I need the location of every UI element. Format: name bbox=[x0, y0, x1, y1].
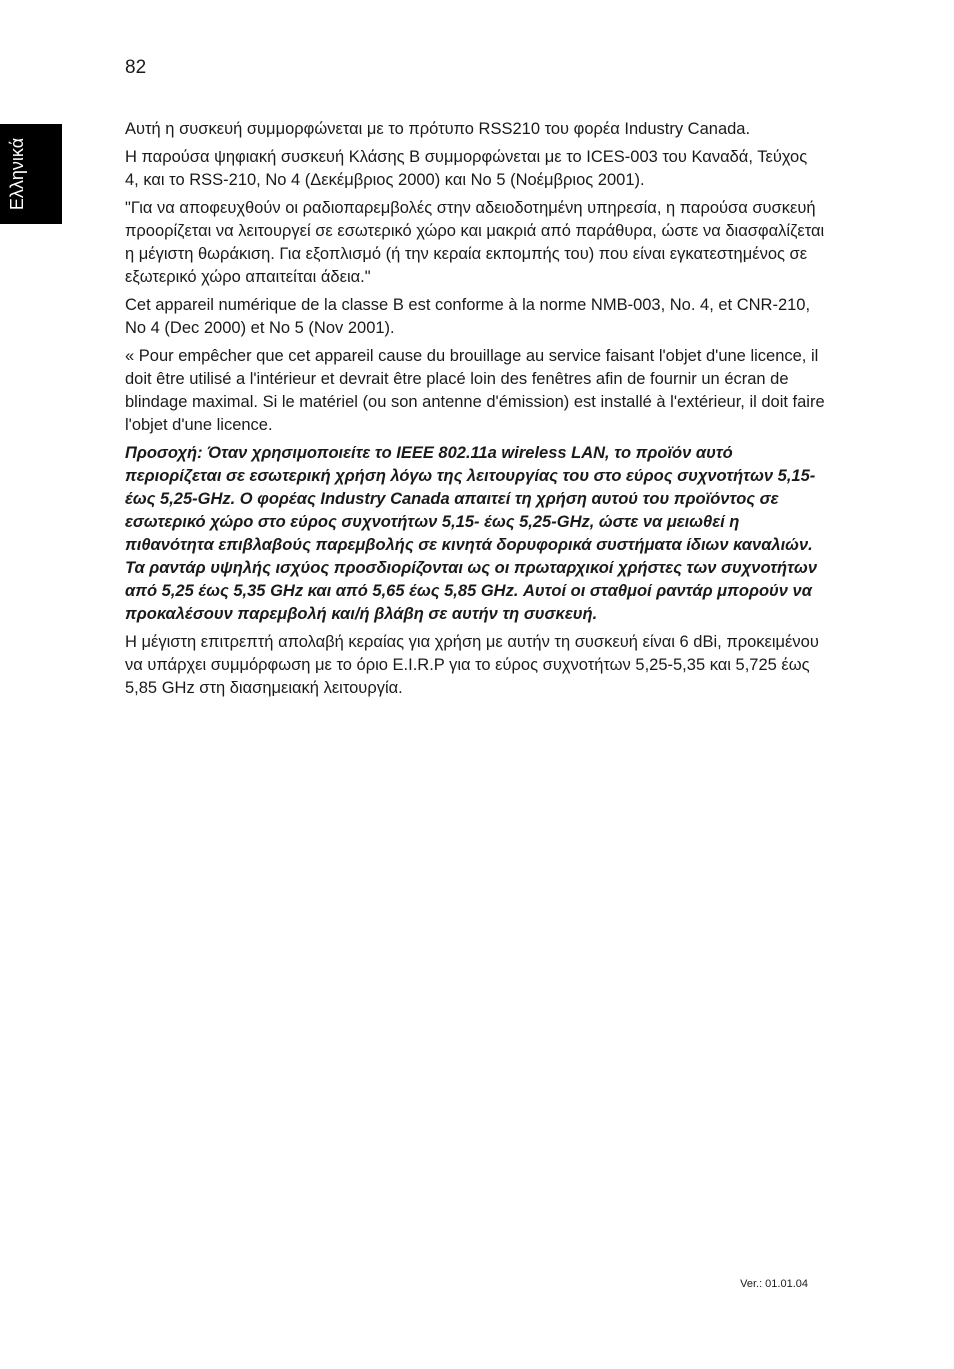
paragraph-antenna-gain: Η μέγιστη επιτρεπτή απολαβή κεραίας για χρήση με αυτήν τη συσκευή είναι 6 dBi, προκειμένου να υπάρχει συμμόρφωση με το όριο E.I.R.P για το εύρος συχνοτήτων 5,25-5,35 και 5,725 έως 5,85 GHz στη διασημειακή λειτουργία. bbox=[125, 633, 819, 697]
warning-paragraph: Προσοχή: Όταν χρησιμοποιείτε το IEEE 802.11a wireless LAN, το προϊόν αυτό περιορίζεται σε εσωτερική χρήση λόγω της λειτουργίας του στο εύρος συχνοτήτων 5,15- έως 5,25-GHz. Ο φορέας Industry Canada απαιτεί τη χρήση αυτού του προϊόντος σε εσωτερικό χώρο στο εύρος συχνοτήτων 5,15- έως 5,25-GHz, ώστε να μειωθεί η πιθανότητα επιβλαβούς παρεμβολής σε κινητά δορυφορικά συστήματα ίδιων καναλιών. Τα ραντάρ υψηλής ισχύος προσδιορίζονται ως οι πρωταρχικοί χρήστες των συχνοτήτων από 5,25 έως 5,35 GHz και από 5,65 έως 5,85 GHz. Αυτοί οι σταθμοί ραντάρ μπορούν να προκαλέσουν παρεμβολή και/ή βλάβη σε αυτήν τη συσκευή. bbox=[125, 444, 817, 623]
language-side-tab-label: Ελληνικά bbox=[7, 137, 27, 211]
version-label: Ver.: 01.01.04 bbox=[740, 1278, 808, 1290]
paragraph-interference-french: « Pour empêcher que cet appareil cause du brouillage au service faisant l'objet d'une licence, il doit être utilisé a l'intérieur et devrait être placé loin des fenêtres afin de fournir un écran de blindage maximal. Si le matériel (ou son antenne d'émission) est installé à l'extérieur, il doit faire l'objet d'une licence. bbox=[125, 347, 825, 434]
page-number: 82 bbox=[125, 57, 147, 78]
document-body bbox=[125, 118, 825, 705]
paragraph-rss210: Αυτή η συσκευή συμμορφώνεται με το πρότυπο RSS210 του φορέα Industry Canada. bbox=[125, 120, 751, 138]
paragraph-interference-greek: "Για να αποφευχθούν οι ραδιοπαρεμβολές στην αδειοδοτημένη υπηρεσία, η παρούσα συσκευή προορίζεται να λειτουργεί σε εσωτερικό χώρο και μακριά από παράθυρα, ώστε να διασφαλίζεται η μέγιστη θωράκιση. Για εξοπλισμό (ή την κεραία εκπομπής του) που είναι εγκατεστημένος σε εξωτερικό χώρο απαιτείται άδεια." bbox=[125, 199, 825, 286]
paragraph-nmb003-french: Cet appareil numérique de la classe B est conforme à la norme NMB-003, No. 4, et CNR-210, No 4 (Dec 2000) et No 5 (Nov 2001). bbox=[125, 296, 811, 337]
paragraph-ices003: Η παρούσα ψηφιακή συσκευή Κλάσης B συμμορφώνεται με το ICES-003 του Καναδά, Τεύχος 4, και το RSS-210, No 4 (Δεκέμβριος 2000) και No 5 (Νοέμβριος 2001). bbox=[125, 148, 808, 189]
